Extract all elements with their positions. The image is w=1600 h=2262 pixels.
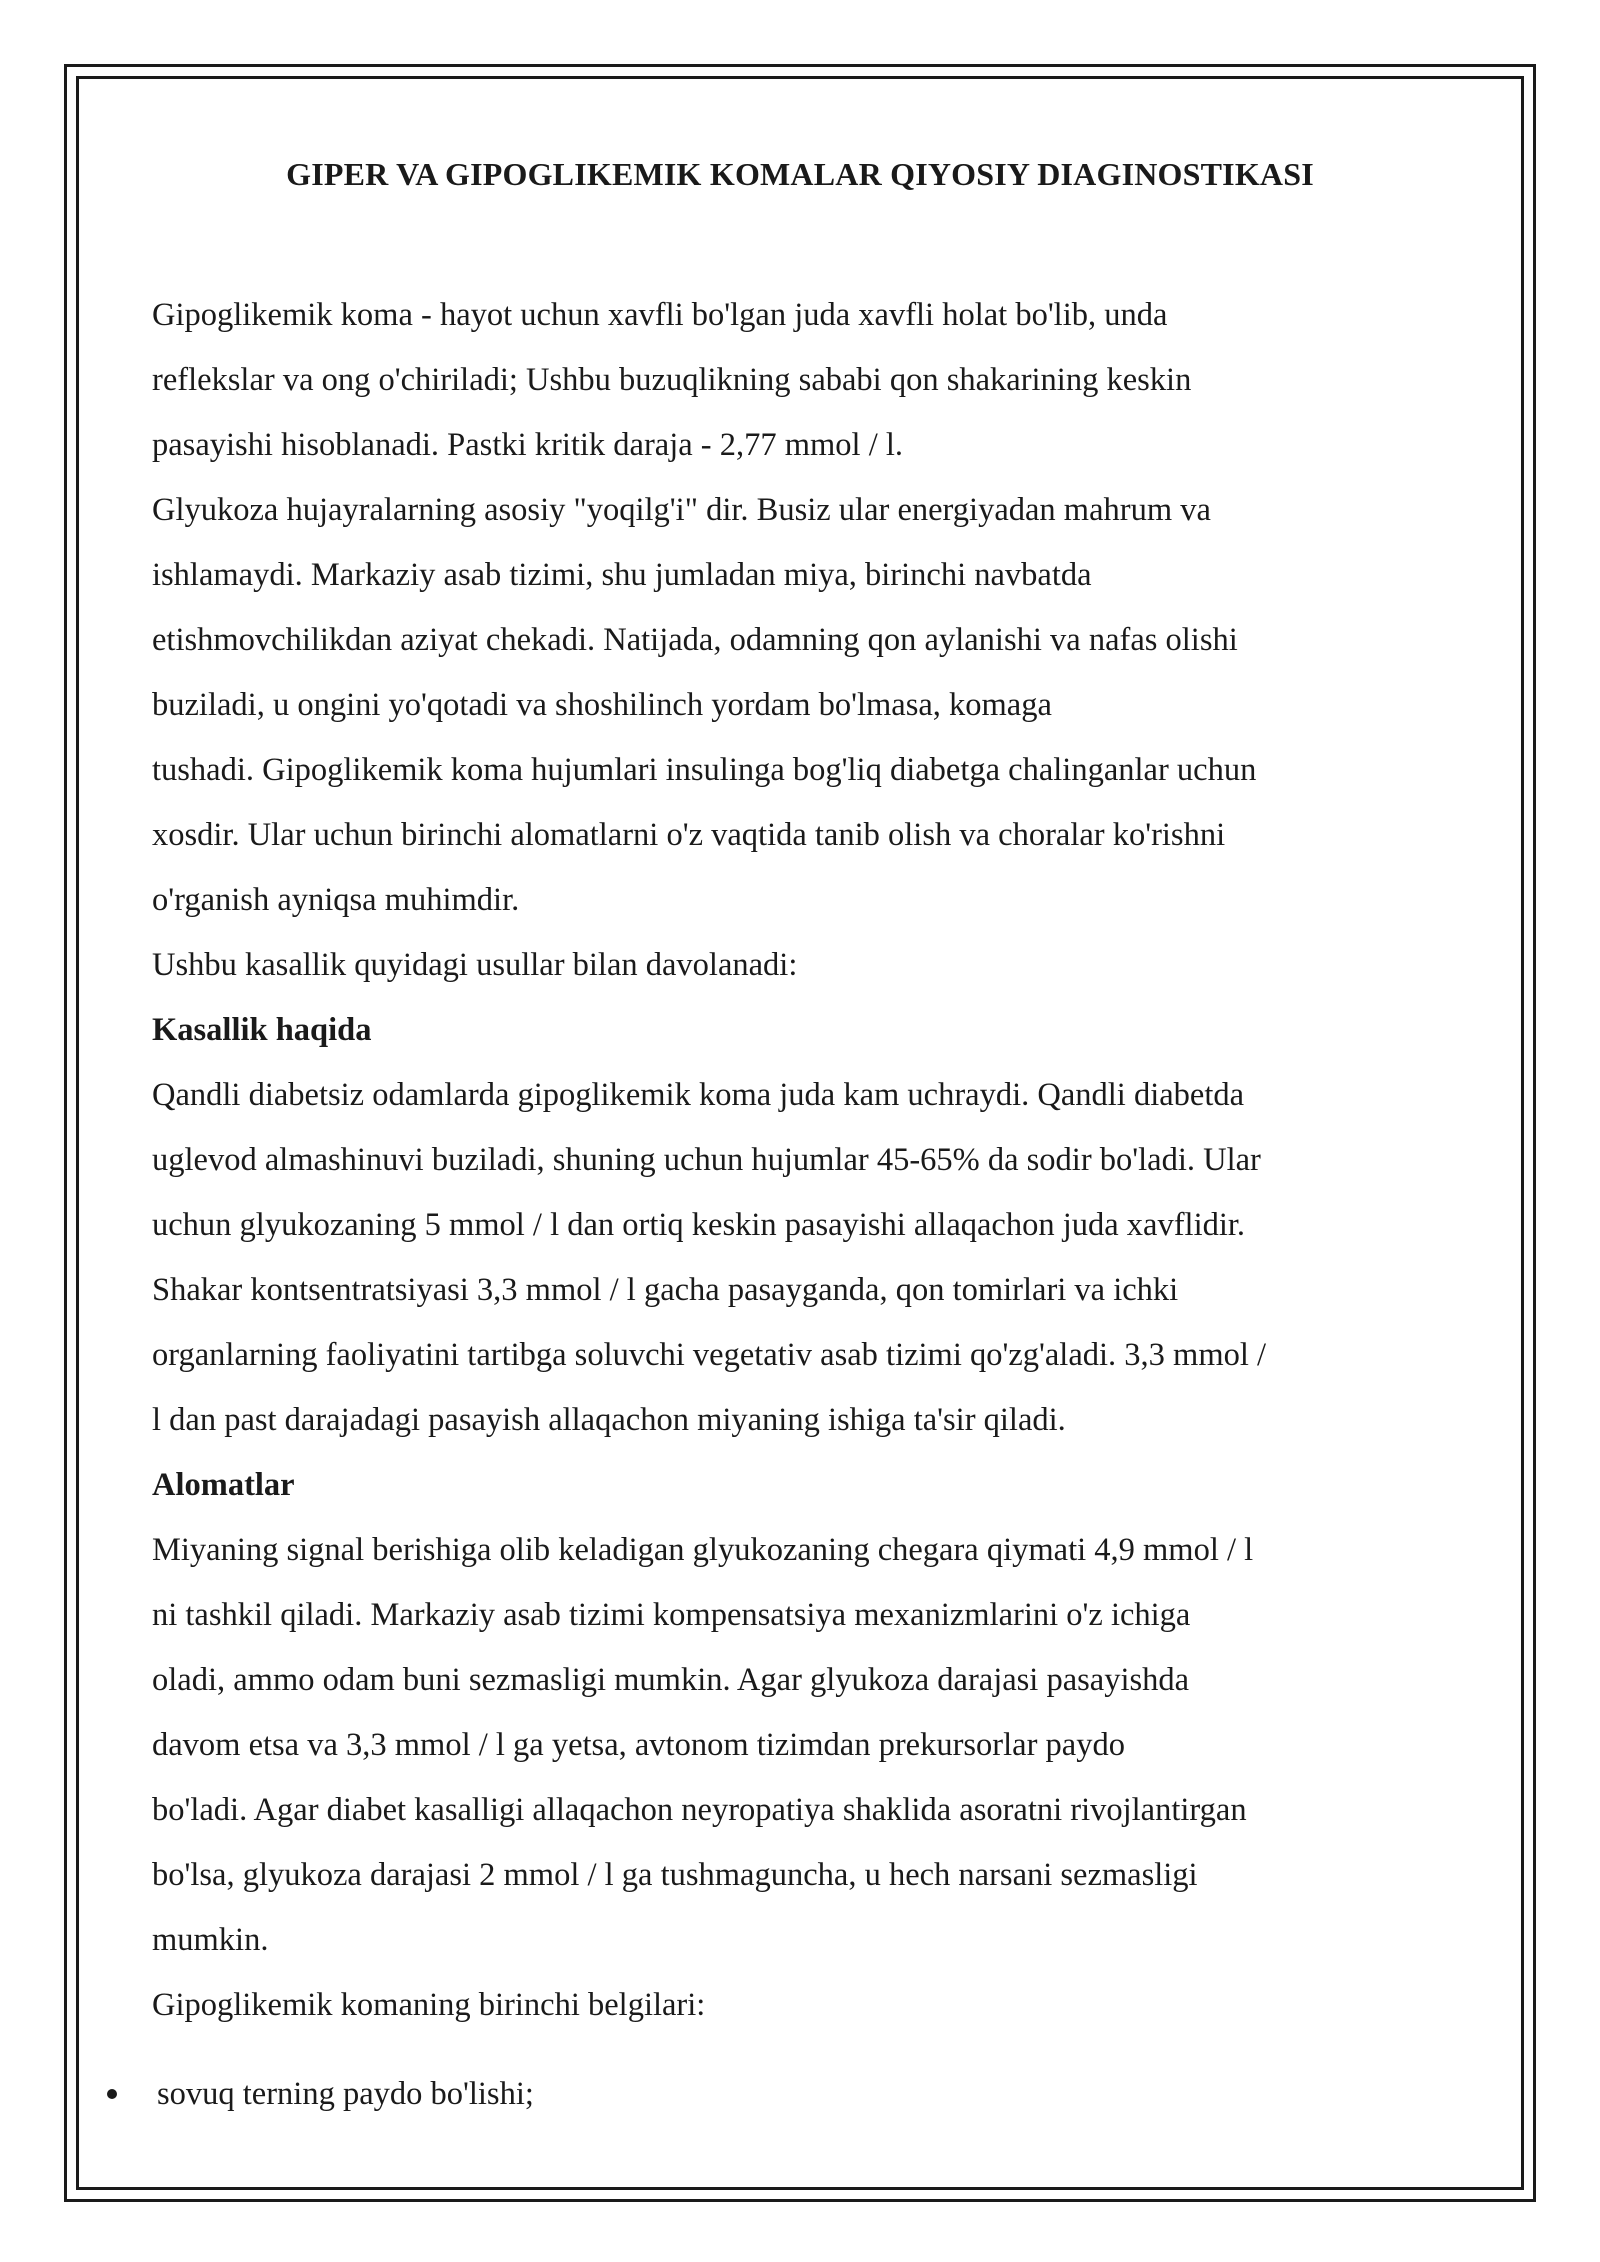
paragraph-line: Gipoglikemik koma - hayot uchun xavfli bo'lgan juda xavfli holat bo'lib, unda [152, 297, 1168, 333]
paragraph-line: Qandli diabetsiz odamlarda gipoglikemik koma juda kam uchraydi. Qandli diabetda [152, 1077, 1245, 1113]
paragraph-line: Shakar kontsentratsiyasi 3,3 mmol / l gacha pasayganda, qon tomirlari va ichki [152, 1272, 1179, 1308]
paragraph-line: Ushbu kasallik quyidagi usullar bilan davolanadi: [152, 947, 798, 983]
paragraph-line: l dan past darajadagi pasayish allaqachon miyaning ishiga ta'sir qiladi. [152, 1402, 1066, 1438]
paragraph-line: buziladi, u ongini yo'qotadi va shoshilinch yordam bo'lmasa, komaga [152, 687, 1052, 723]
list-item [0, 2062, 1600, 2127]
paragraph-line: oladi, ammo odam buni sezmasligi mumkin. Agar glyukoza darajasi pasayishda [152, 1662, 1190, 1698]
paragraph-line: ni tashkil qiladi. Markaziy asab tizimi kompensatsiya mexanizmlarini o'z ichiga [152, 1597, 1191, 1633]
paragraph-line: bo'lsa, glyukoza darajasi 2 mmol / l ga tushmaguncha, u hech narsani sezmasligi [152, 1857, 1198, 1893]
paragraph-line: davom etsa va 3,3 mmol / l ga yetsa, avtonom tizimdan prekursorlar paydo [152, 1727, 1125, 1763]
list-item-text: sovuq terning paydo bo'lishi; [157, 2076, 534, 2112]
section-heading-disease: Kasallik haqida [152, 1012, 372, 1048]
paragraph-line: Glyukoza hujayralarning asosiy "yoqilg'i" dir. Busiz ular energiyadan mahrum va [152, 492, 1211, 528]
paragraph-line: etishmovchilikdan aziyat chekadi. Natijada, odamning qon aylanishi va nafas olishi [152, 622, 1238, 658]
paragraph-line: uchun glyukozaning 5 mmol / l dan ortiq keskin pasayishi allaqachon juda xavflidir. [152, 1207, 1246, 1243]
paragraph-line: tushadi. Gipoglikemik koma hujumlari insulinga bog'liq diabetga chalinganlar uchun [152, 752, 1257, 788]
paragraph-line: reflekslar va ong o'chiriladi; Ushbu buzuqlikning sababi qon shakarining keskin [152, 362, 1192, 398]
paragraph-line: mumkin. [152, 1922, 269, 1958]
symptom-list [0, 2062, 1600, 2127]
document-body [152, 283, 1472, 2038]
paragraph-line: uglevod almashinuvi buziladi, shuning uchun hujumlar 45-65% da sodir bo'ladi. Ular [152, 1142, 1261, 1178]
paragraph-line: ishlamaydi. Markaziy asab tizimi, shu jumladan miya, birinchi navbatda [152, 557, 1092, 593]
document-title: GIPER VA GIPOGLIKEMIK KOMALAR QIYOSIY DIAGINOSTIKASI [286, 156, 1314, 192]
bullet-icon [107, 2089, 117, 2099]
paragraph-line: o'rganish ayniqsa muhimdir. [152, 882, 520, 918]
paragraph-line: xosdir. Ular uchun birinchi alomatlarni o'z vaqtida tanib olish va choralar ko'rishni [152, 817, 1226, 853]
section-heading-symptoms: Alomatlar [152, 1467, 295, 1503]
paragraph-line: bo'ladi. Agar diabet kasalligi allaqachon neyropatiya shaklida asoratni rivojlantirgan [152, 1792, 1247, 1828]
paragraph-line: organlarning faoliyatini tartibga soluvchi vegetativ asab tizimi qo'zg'aladi. 3,3 mmol / [152, 1337, 1267, 1373]
paragraph-line: pasayishi hisoblanadi. Pastki kritik daraja - 2,77 mmol / l. [152, 427, 904, 463]
paragraph-line: Miyaning signal berishiga olib keladigan glyukozaning chegara qiymati 4,9 mmol / l [152, 1532, 1254, 1568]
paragraph-line: Gipoglikemik komaning birinchi belgilari: [152, 1987, 706, 2023]
